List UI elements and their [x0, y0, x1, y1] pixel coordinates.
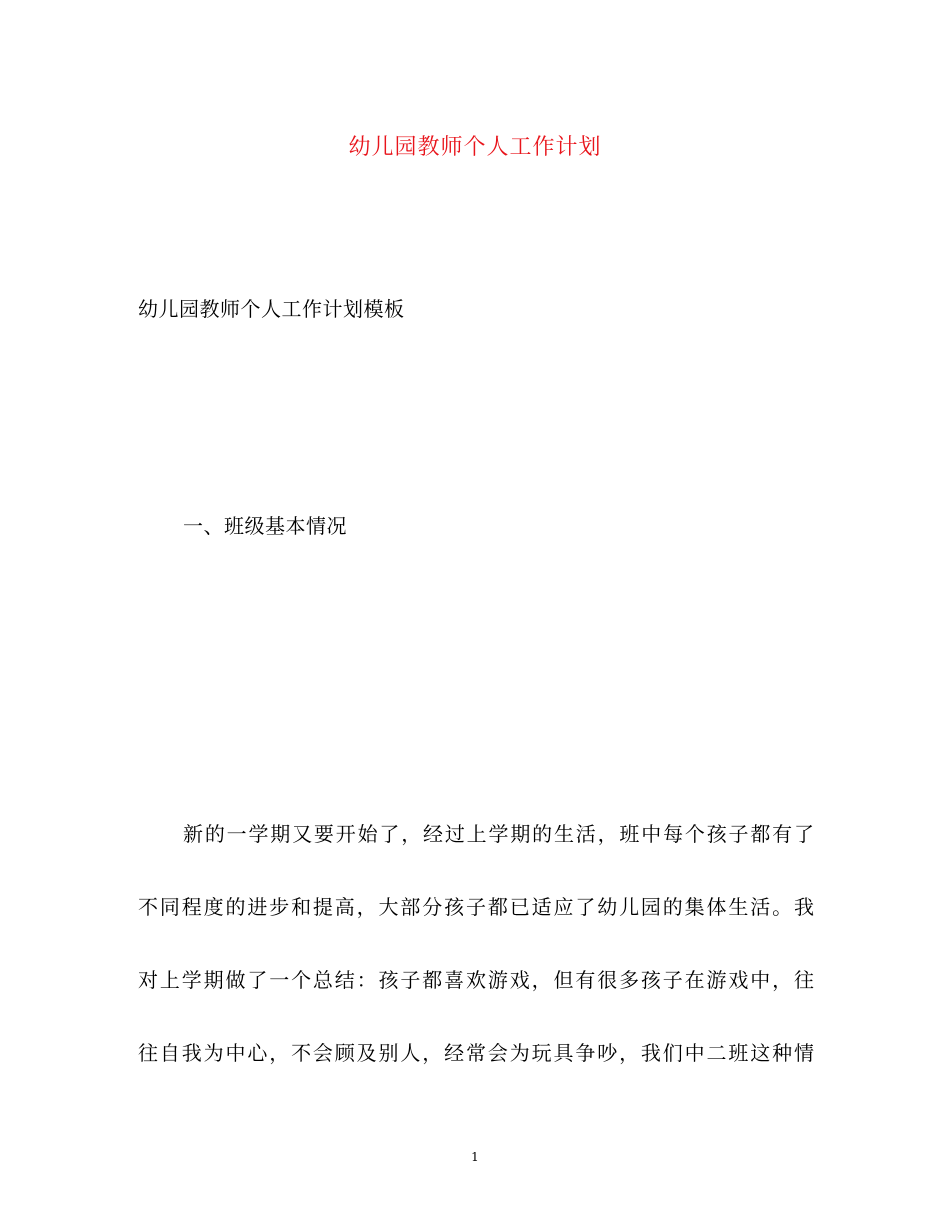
paragraph-line: 往自我为中心，不会顾及别人，经常会为玩具争吵，我们中二班这种情 [138, 1041, 814, 1065]
paragraph-line: 对上学期做了一个总结：孩子都喜欢游戏，但有很多孩子在游戏中，往 [138, 968, 814, 992]
paragraph-line: 不同程度的进步和提高，大部分孩子都已适应了幼儿园的集体生活。我 [138, 895, 814, 919]
document-title: 幼儿园教师个人工作计划 [348, 135, 602, 160]
page-number: 1 [471, 1150, 479, 1164]
paragraph-line: 新的一学期又要开始了，经过上学期的生活，班中每个孩子都有了 [183, 822, 814, 846]
document-subtitle: 幼儿园教师个人工作计划模板 [138, 297, 405, 321]
section-heading: 一、班级基本情况 [183, 514, 347, 538]
body-paragraph [138, 798, 814, 1090]
